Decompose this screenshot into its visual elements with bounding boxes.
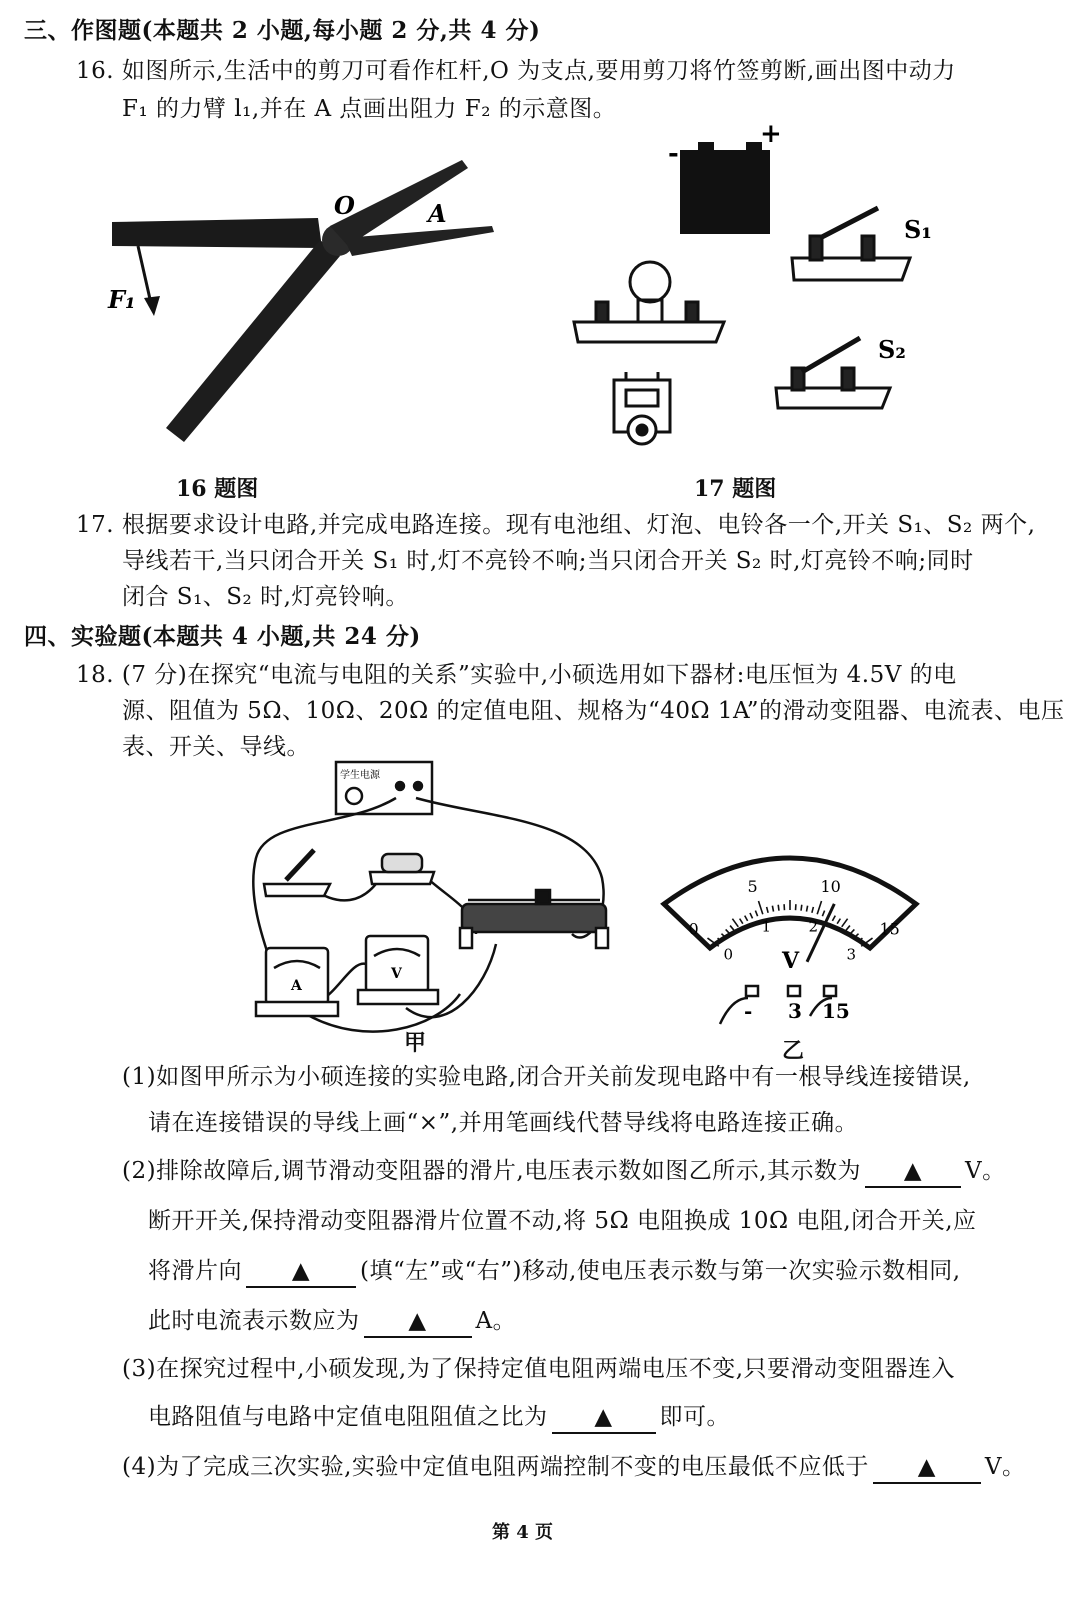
q18-part2-line4-unit: A。 [475, 1308, 517, 1334]
page-number: 第 4 页 [492, 1522, 554, 1543]
q17-text-line3: 闭合 S₁、S₂ 时,灯亮铃响。 [122, 584, 409, 610]
battery [680, 142, 770, 234]
label-s2: S₂ [878, 335, 906, 364]
answer-blank-direction[interactable]: ▲ [246, 1256, 356, 1288]
dial-terminals [720, 986, 836, 1024]
terminal-15: 15 [822, 999, 850, 1023]
terminal-3: 3 [788, 999, 802, 1023]
fig16-scissors [108, 160, 508, 440]
fig18-caption-yi: 乙 [782, 1038, 805, 1064]
q17-text-line1: 17. 根据要求设计电路,并完成电路连接。现有电池组、灯泡、电铃各一个,开关 S₁、S₂ 两个, [76, 512, 1036, 538]
dial-label-inner: 0 [723, 945, 734, 964]
fig17-caption: 17 题图 [694, 476, 777, 502]
dial-tick [772, 906, 773, 912]
dial-label-outer: 0 [688, 919, 699, 939]
q18-part4-line1-unit: V。 [984, 1454, 1026, 1480]
label-o: O [334, 191, 355, 220]
dial-label-outer: 15 [879, 919, 900, 939]
fig16-caption: 16 题图 [176, 476, 259, 502]
answer-blank-current[interactable]: ▲ [364, 1306, 472, 1338]
q18-part4-line1 [122, 1452, 1026, 1484]
q16-text-line1: 16. 如图所示,生活中的剪刀可看作杠杆,O 为支点,要用剪刀将竹签剪断,画出图中动力 [76, 58, 956, 84]
q18-text-line3: 表、开关、导线。 [122, 734, 310, 760]
answer-blank-voltage[interactable]: ▲ [865, 1156, 961, 1188]
q18-part2-line3-text-a: 将滑片向 [148, 1258, 242, 1284]
q18-text-line1: 18. (7 分)在探究“电流与电阻的关系”实验中,小硕选用如下器材:电压恒为 4.5V 的电 [76, 662, 957, 688]
power-label: 学生电源 [340, 770, 380, 781]
dial-label-outer: 10 [820, 876, 841, 896]
q18-part4-line1-text: (4)为了完成三次实验,实验中定值电阻两端控制不变的电压最低不应低于 [122, 1454, 869, 1480]
circuit-switch [264, 850, 330, 896]
dial-label-inner: 1 [761, 917, 772, 936]
q18-part2-line2: 断开开关,保持滑动变阻器滑片位置不动,将 5Ω 电阻换成 10Ω 电阻,闭合开关,应 [148, 1208, 977, 1234]
terminal-minus: - [744, 999, 753, 1023]
battery-plus: + [760, 119, 782, 149]
fig17-components [570, 118, 950, 448]
section-3-title: 三、作图题(本题共 2 小题,每小题 2 分,共 4 分) [24, 17, 541, 44]
answer-blank-min-voltage[interactable]: ▲ [873, 1452, 981, 1484]
dial-tick [801, 905, 802, 911]
q16-text-line2: F₁ 的力臂 l₁,并在 A 点画出阻力 F₂ 的示意图。 [122, 96, 617, 122]
dial-label-inner: 2 [808, 917, 819, 936]
label-a: A [428, 199, 447, 228]
section-4-title: 四、实验题(本题共 4 小题,共 24 分) [24, 623, 421, 650]
q18-part3-line2-text: 电路阻值与电路中定值电阻阻值之比为 [148, 1404, 548, 1430]
q18-part2-line4-text: 此时电流表示数应为 [148, 1308, 360, 1334]
q18-part1-line1: (1)如图甲所示为小硕连接的实验电路,闭合开关前发现电路中有一根导线连接错误, [122, 1064, 971, 1090]
voltmeter-label: V [391, 966, 402, 982]
q18-part1-line2: 请在连接错误的导线上画“×”,并用笔画线代替导线将电路连接正确。 [148, 1110, 859, 1136]
answer-blank-ratio[interactable]: ▲ [552, 1402, 656, 1434]
q18-part3-line2 [148, 1402, 730, 1434]
bell [614, 372, 670, 444]
q18-part2-line4 [148, 1306, 516, 1338]
dial-tick [806, 906, 807, 912]
ammeter-label: A [291, 978, 302, 994]
dial-tick [778, 905, 779, 911]
dial-label-outer: 5 [747, 876, 758, 896]
lamp [574, 262, 724, 342]
label-s1: S₁ [904, 215, 932, 244]
dial-label-inner: 3 [846, 945, 857, 964]
label-f1: F₁ [108, 285, 136, 314]
q17-text-line2: 导线若干,当只闭合开关 S₁ 时,灯不亮铃不响;当只闭合开关 S₂ 时,灯亮铃不响;同时 [122, 548, 974, 574]
f1-arrow [138, 246, 160, 316]
q18-part2-line1-unit: V。 [965, 1158, 1006, 1184]
q18-part2-line1-text: (2)排除故障后,调节滑动变阻器的滑片,电压表示数如图乙所示,其示数为 [122, 1158, 862, 1184]
fixed-resistor [370, 854, 434, 884]
switch-s1 [792, 208, 910, 280]
q18-part2-line1 [122, 1156, 1006, 1188]
q18-part2-line3 [148, 1256, 961, 1288]
battery-minus: - [668, 139, 679, 169]
rheostat [460, 890, 608, 948]
fig18-voltmeter-dial [660, 848, 920, 1048]
q18-part2-line3-text-b: (填“左”或“右”)移动,使电压表示数与第一次实验示数相同, [360, 1258, 961, 1284]
q18-part3-line2-tail: 即可。 [659, 1404, 730, 1430]
dial-unit: V [782, 948, 800, 974]
fig18-circuit [246, 758, 626, 1048]
switch-s2 [776, 338, 890, 408]
fig18-caption-jia: 甲 [404, 1030, 427, 1056]
q18-part3-line1: (3)在探究过程中,小硕发现,为了保持定值电阻两端电压不变,只要滑动变阻器连入 [122, 1356, 956, 1382]
q18-text-line2: 源、阻值为 5Ω、10Ω、20Ω 的定值电阻、规格为“40Ω 1A”的滑动变阻器、电流表、电压 [122, 698, 1065, 724]
